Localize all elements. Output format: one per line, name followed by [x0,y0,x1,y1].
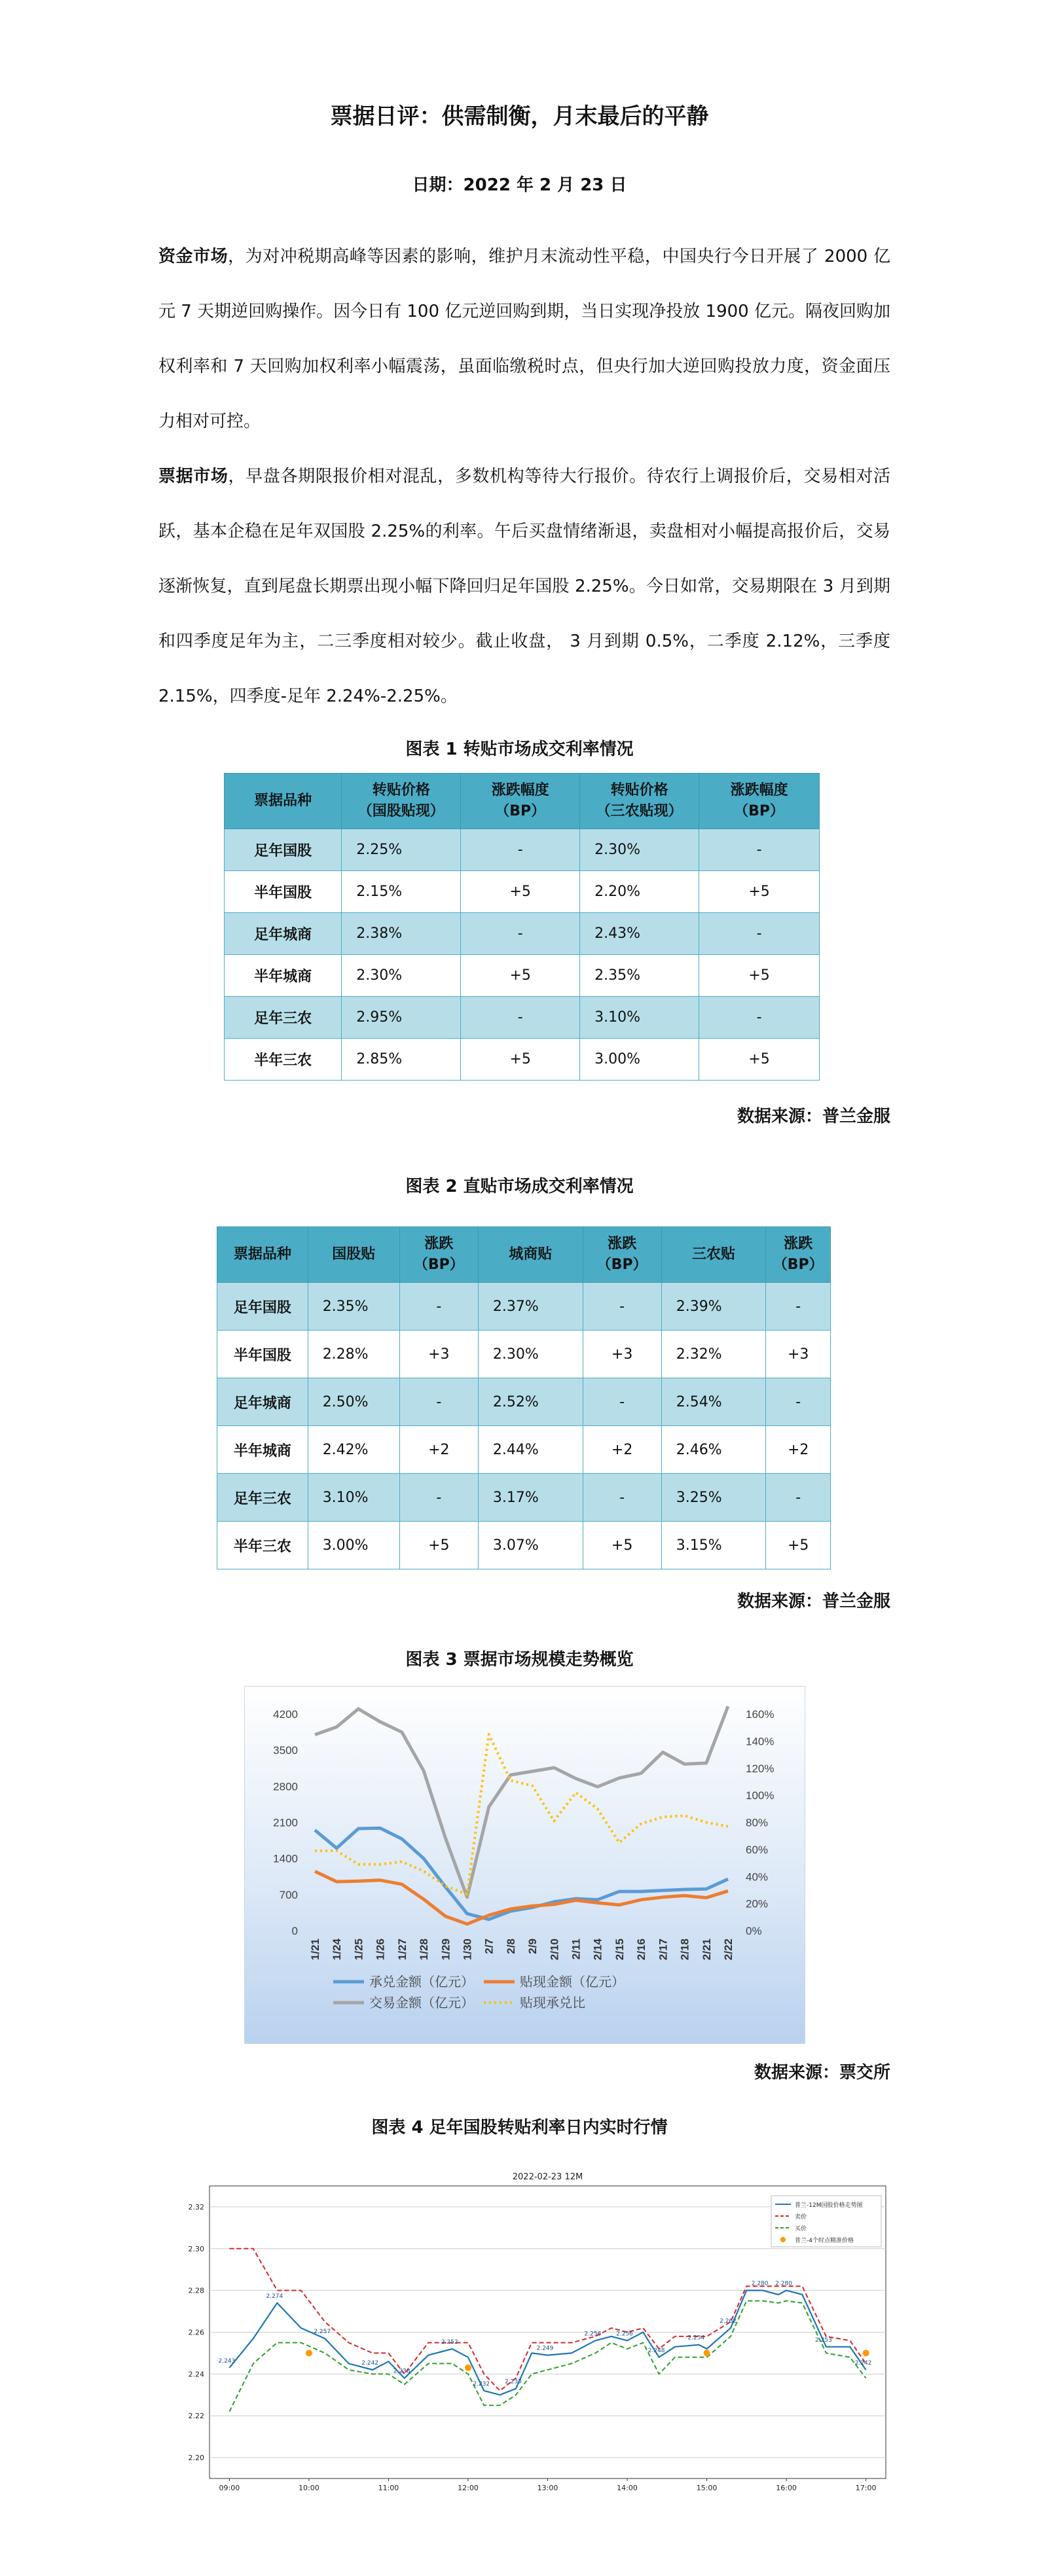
table2-row [217,1522,831,1569]
chart4-caption: 图表 4 足年国股转贴利率日内实时行情 [371,2118,668,2138]
data-label: 2.257 [314,2329,331,2336]
table2-cell: 2.46% [661,1426,766,1474]
table1-source: 数据来源：普兰金服 [737,1107,890,1126]
table2-header-cell [217,1227,308,1283]
table2-row [217,1474,831,1522]
x-tick-label: 1/29 [439,1939,452,1961]
table2-cell: +5 [583,1522,661,1569]
chart3-caption: 图表 3 票据市场规模走势概览 [405,1650,634,1670]
table2-caption: 图表 2 直贴市场成交利率情况 [405,1177,634,1196]
x-tick-label: 1/27 [395,1939,409,1961]
table1-header-cell [461,774,580,829]
legend-label: 贴现金额（亿元） [520,1974,625,1990]
table2-cell: 2.54% [661,1378,766,1426]
table1-header-cell [342,774,461,829]
x-tick-label: 16:00 [776,2484,797,2492]
data-label: 2.256 [584,2331,602,2338]
x-tick-label: 2/17 [657,1939,670,1961]
table2-row [217,1283,831,1331]
table1-cell: 2.15% [342,871,461,913]
table2-header-text: 涨跌 [608,1236,637,1252]
table1-cell: 2.38% [342,913,461,955]
table2-header-text: （BP） [596,1257,647,1273]
legend-label: 买价 [795,2226,807,2232]
table2-cell: +3 [399,1331,478,1378]
table2-header-text: 涨跌 [784,1236,813,1252]
table1-cell: 2.20% [580,871,699,913]
series-line [315,1871,728,1923]
table1-header-row [225,774,820,829]
table2-cell: 2.44% [478,1426,583,1474]
table1-cell: 2.95% [342,997,461,1039]
data-label: 2.232 [473,2380,490,2388]
precise-price-point [863,2350,869,2356]
table1-cell: 半年国股 [225,871,342,913]
direct-discount-rate-table [217,1226,831,1569]
y-tick-label: 2.26 [188,2328,204,2337]
table1-header-cell [225,774,342,829]
data-label: 2.242 [854,2359,872,2367]
bill-market-paragraph [158,449,890,724]
table1-cell: +5 [699,955,820,997]
table2-source: 数据来源：普兰金服 [737,1592,890,1611]
table1-cell: +5 [461,1039,580,1081]
table2-header-text: 城商贴 [509,1246,553,1262]
legend-label: 贴现承兑比 [520,1995,585,2011]
x-tick-label: 2/21 [700,1939,713,1961]
table2-cell: 2.30% [478,1331,583,1378]
data-label: 2.249 [536,2345,554,2352]
table2-cell: +2 [583,1426,661,1474]
y-right-tick-label: 80% [746,1816,769,1829]
table2-cell: 2.32% [661,1331,766,1378]
table1-cell: 2.25% [342,829,461,871]
y-tick-label: 2.22 [188,2412,204,2421]
table2-header-cell [308,1227,399,1283]
x-tick-label: 1/30 [461,1939,474,1961]
table2-header-cell [766,1227,831,1283]
table1-row [225,913,820,955]
table1-cell: 2.30% [580,829,699,871]
table2-header-text: 国股贴 [332,1246,376,1262]
table1-row [225,997,820,1039]
table2-cell: 2.35% [308,1283,399,1331]
y-tick-label: 2.20 [188,2454,204,2463]
table2-cell: +2 [766,1426,831,1474]
x-tick-label: 17:00 [855,2484,877,2492]
x-tick-label: 2/7 [483,1939,496,1954]
table1-header-text: （BP） [495,803,546,819]
table2-header-text: （BP） [413,1257,464,1273]
table2-row [217,1378,831,1426]
x-tick-label: 1/21 [309,1939,321,1961]
table2-cell: 3.17% [478,1474,583,1522]
table2-cell: 3.00% [308,1522,399,1569]
x-tick-label: 2/9 [526,1939,539,1954]
y-left-tick-label: 0 [291,1925,298,1937]
table1-cell: - [699,997,820,1039]
table1-cell: 2.43% [580,913,699,955]
legend-label: 承兑金额（亿元） [369,1974,474,1990]
y-tick-label: 2.30 [188,2244,204,2253]
data-label: 2.262 [720,2318,737,2325]
table2-cell: - [583,1474,661,1522]
y-tick-label: 2.32 [188,2202,204,2211]
table1-header-cell [580,774,699,829]
table1-cell: - [461,829,580,871]
x-tick-label: 1/28 [418,1939,431,1961]
x-tick-label: 2/10 [548,1939,561,1961]
table1-row [225,871,820,913]
table1-cell: 2.30% [342,955,461,997]
x-tick-label: 2/8 [504,1939,517,1954]
table2-cell: +3 [766,1331,831,1378]
money-market-paragraph [158,229,890,449]
table2-header-text: （BP） [773,1257,824,1273]
table2-cell: 足年城商 [217,1378,308,1426]
table2-cell: +2 [399,1426,478,1474]
series-line [315,1828,728,1920]
table1-cell: +5 [699,1039,820,1081]
y-tick-label: 2.28 [188,2286,204,2295]
table1-cell: - [699,913,820,955]
table2-cell: 半年城商 [217,1426,308,1474]
money-market-lead: 资金市场 [158,247,228,266]
legend-label: 交易金额（亿元） [369,1995,474,2011]
table2-cell: 2.50% [308,1378,399,1426]
y-right-tick-label: 160% [746,1708,775,1721]
table1-cell: +5 [699,871,820,913]
table1-cell: - [699,829,820,871]
intraday-rate-chart-svg [172,2153,892,2500]
table2-cell: +3 [583,1331,661,1378]
table1-cell: 足年国股 [225,829,342,871]
data-label: 2.248 [647,2347,665,2354]
y-left-tick-label: 4200 [273,1708,298,1721]
market-scale-chart [244,1686,805,2044]
y-left-tick-label: 3500 [273,1744,298,1757]
x-tick-label: 09:00 [219,2484,240,2492]
table2-cell: 3.25% [661,1474,766,1522]
table2-cell: - [766,1474,831,1522]
chart3-source: 数据来源：票交所 [754,2063,890,2083]
intraday-rate-chart [172,2153,892,2500]
x-tick-label: 14:00 [617,2484,638,2492]
x-tick-label: 2/14 [591,1939,604,1961]
y-right-tick-label: 0% [746,1925,762,1937]
series-line [315,1706,728,1897]
table1-cell: - [461,913,580,955]
data-label: 2.256 [616,2331,633,2338]
table2-cell: 半年国股 [217,1331,308,1378]
table1-cell: 足年城商 [225,913,342,955]
precise-price-point [704,2350,710,2356]
table2-header-cell [583,1227,661,1283]
rediscount-rate-table [224,773,820,1081]
y-left-tick-label: 700 [279,1888,298,1901]
table2-cell: - [583,1378,661,1426]
table2-cell: - [399,1283,478,1331]
table2-cell: 半年三农 [217,1522,308,1569]
x-tick-label: 13:00 [537,2484,558,2492]
table1-header-text: 涨跌幅度 [730,782,788,798]
table2-cell: +5 [766,1522,831,1569]
x-tick-label: 1/24 [331,1939,344,1961]
table1-header-text: （三农贴现） [596,803,683,819]
table1-header-text: 票据品种 [254,793,312,809]
table2-cell: 2.28% [308,1331,399,1378]
x-tick-label: 2/18 [678,1939,691,1961]
table2-header-text: 涨跌 [424,1236,454,1252]
page-title: 票据日评：供需制衡，月末最后的平静 [330,103,709,130]
table1-header-text: 转贴价格 [372,782,430,798]
table1-header-text: 涨跌幅度 [491,782,549,798]
x-tick-label: 12:00 [458,2484,479,2492]
table1-row [225,1039,820,1081]
market-scale-chart-svg [245,1687,805,2043]
table2-cell: - [399,1378,478,1426]
y-tick-label: 2.24 [188,2370,204,2379]
table2-header-cell [399,1227,478,1283]
y-left-tick-label: 2100 [273,1816,298,1829]
legend-label: 卖价 [795,2214,807,2221]
table1-header-text: （BP） [734,803,785,819]
table2-header-text: 三农贴 [692,1246,736,1262]
x-tick-label: 15:00 [696,2484,718,2492]
data-label: 2.243 [218,2357,236,2365]
precise-price-point [306,2350,312,2356]
x-tick-label: 2/15 [613,1939,626,1961]
table2-header-text: 票据品种 [233,1246,291,1262]
data-label: 2.233 [505,2378,522,2386]
data-label: 2.242 [361,2359,379,2367]
x-tick-label: 1/25 [352,1939,365,1961]
table1-cell: 3.10% [580,997,699,1039]
legend-label: 普兰-12M国股价格走势图 [795,2202,863,2209]
table2-cell: 2.42% [308,1426,399,1474]
data-label: 2.253 [814,2336,832,2344]
y-right-tick-label: 20% [746,1897,769,1910]
y-right-tick-label: 120% [746,1762,775,1775]
table1-cell: +5 [461,955,580,997]
legend-swatch [780,2237,786,2242]
data-label: 2.252 [441,2339,458,2346]
x-tick-label: 11:00 [378,2484,399,2492]
table2-cell: +5 [399,1522,478,1569]
y-left-tick-label: 1400 [273,1852,298,1865]
bill-market-lead: 票据市场 [158,467,228,486]
y-right-tick-label: 60% [746,1843,769,1856]
table2-cell: - [583,1283,661,1331]
table1-cell: 半年三农 [225,1039,342,1081]
table1-cell: 2.35% [580,955,699,997]
table1-header-cell [699,774,820,829]
table2-cell: 3.07% [478,1522,583,1569]
y-right-tick-label: 140% [746,1735,775,1748]
x-tick-label: 2/16 [635,1939,648,1961]
table1-cell: 半年城商 [225,955,342,997]
x-tick-label: 2/11 [570,1939,583,1960]
data-label: 2.280 [751,2280,769,2287]
report-date: 日期：2022 年 2 月 23 日 [412,175,627,195]
series-line [315,1734,728,1894]
chart4-title: 2022-02-23 12M [512,2172,583,2182]
table2-cell: - [766,1283,831,1331]
table1-cell: 3.00% [580,1039,699,1081]
table2-header-row [217,1227,831,1283]
x-tick-label: 2/22 [722,1939,735,1961]
table2-cell: 足年国股 [217,1283,308,1331]
table1-row [225,955,820,997]
table1-caption: 图表 1 转贴市场成交利率情况 [405,740,634,759]
table2-cell: 3.10% [308,1474,399,1522]
data-label: 2.274 [266,2293,283,2300]
legend-label: 普兰-4个时点精准价格 [795,2238,854,2244]
table2-header-cell [661,1227,766,1283]
table1-cell: - [461,997,580,1039]
table2-cell: 2.39% [661,1283,766,1331]
y-right-tick-label: 40% [746,1870,769,1884]
bill-market-text: ，早盘各期限报价相对混乱，多数机构等待大行报价。待农行上调报价后，交易相对活跃，基本企稳在足年双国股 2.25%的利率。午后买盘情绪渐退，卖盘相对小幅提高报价后，交易逐渐恢复，直到尾盘长期票出现小幅下降回归足年国股 2.25%。今日如常，交易期限在 3 月到期和四季度足年为主，二三季度相对较少。截止收盘， 3 月到期 0.5%，二季度 2.12%，三季度 2.15%，四季度-足年 2.24%-2.25%。 [158,467,890,706]
table1-cell: +5 [461,871,580,913]
table1-cell: 足年三农 [225,997,342,1039]
table2-cell: - [766,1378,831,1426]
x-tick-label: 1/26 [374,1939,387,1961]
table2-row [217,1331,831,1378]
x-tick-label: 10:00 [299,2484,319,2492]
table1-row [225,829,820,871]
table1-cell: 2.85% [342,1039,461,1081]
table2-row [217,1426,831,1474]
table1-header-text: 转贴价格 [610,782,668,798]
money-market-text: ，为对冲税期高峰等因素的影响，维护月末流动性平稳，中国央行今日开展了 2000 亿元 7 天期逆回购操作。因今日有 100 亿元逆回购到期，当日实现净投放 1900 亿元。隔夜回购加权利率和 7 天回购加权利率小幅震荡，虽面临缴税时点，但央行加大逆回购投放力度，资金面压力相对可控。 [158,247,890,431]
data-label: 2.280 [775,2280,792,2287]
y-right-tick-label: 100% [746,1789,775,1802]
table2-cell: 2.37% [478,1283,583,1331]
table2-header-cell [478,1227,583,1283]
data-label: 2.238 [393,2368,410,2375]
table2-cell: 2.52% [478,1378,583,1426]
precise-price-point [465,2365,471,2371]
table1-header-text: （国股贴现） [357,803,445,819]
y-left-tick-label: 2800 [273,1780,298,1793]
table2-cell: 足年三农 [217,1474,308,1522]
table2-cell: - [399,1474,478,1522]
data-label: 2.254 [687,2334,705,2342]
table2-cell: 3.15% [661,1522,766,1569]
